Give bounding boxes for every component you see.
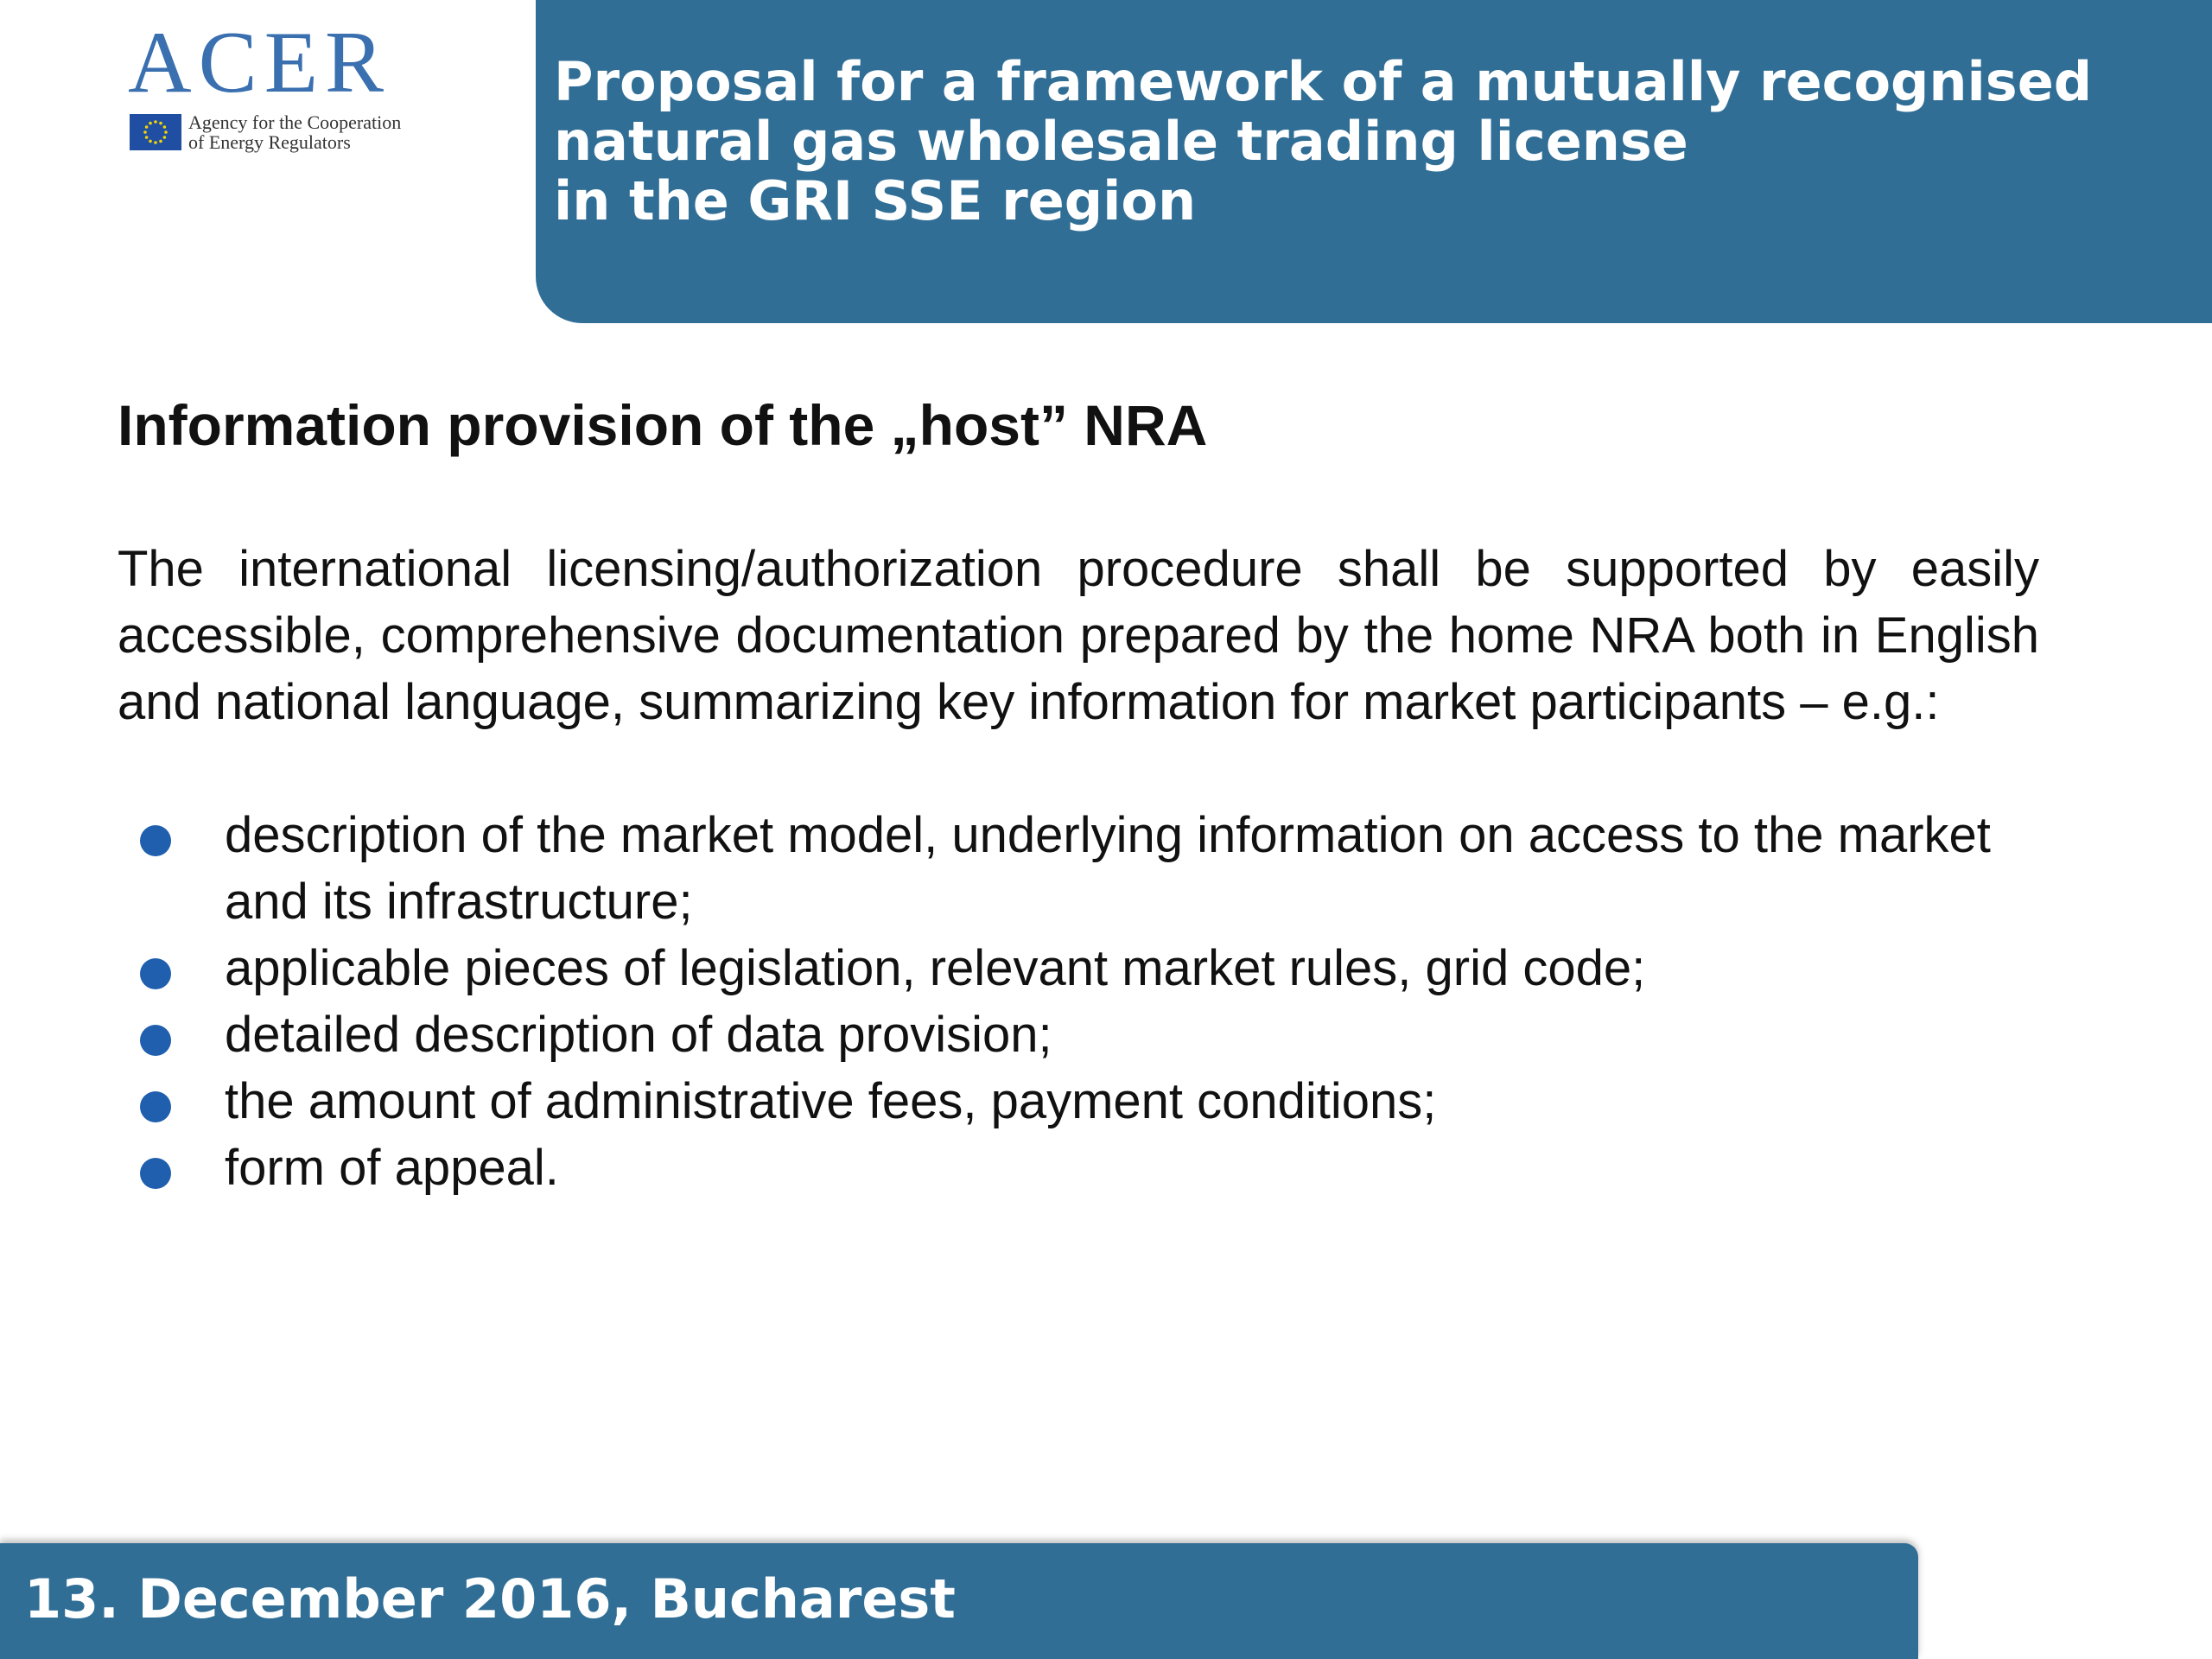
- header-banner: [536, 0, 2212, 323]
- logo-subtitle-line1: Agency for the Cooperation: [188, 111, 402, 133]
- list-item-text: form of appeal.: [225, 1140, 559, 1196]
- list-item-text: applicable pieces of legislation, relevant market rules, grid code;: [225, 940, 1646, 996]
- bullet-icon: [140, 958, 171, 989]
- logo-subtitle: [188, 112, 401, 152]
- bullet-icon: [140, 825, 171, 856]
- intro-paragraph: The international licensing/authorization procedure shall be supported by easily accessible, comprehensive documentation prepared by the home NRA both in English and national language, summarizing key information for market participants – e.g.:: [118, 541, 2039, 730]
- eu-flag-icon: [130, 114, 181, 150]
- list-item: [118, 1068, 2053, 1135]
- list-item: [118, 802, 2053, 935]
- logo-letters: ACER: [128, 14, 391, 111]
- slide-title: Proposal for a framework of a mutually recognised natural gas wholesale trading license in the GRI SSE region: [554, 50, 2093, 232]
- list-item: [118, 1001, 2053, 1068]
- bullet-icon: [140, 1091, 171, 1122]
- footer-bar: [0, 1543, 1918, 1659]
- list-item-text: detailed description of data provision;: [225, 1007, 1052, 1063]
- footer-date-location: 13. December 2016, Bucharest: [24, 1567, 956, 1630]
- bullet-icon: [140, 1158, 171, 1189]
- list-item-text: description of the market model, underlying information on access to the market and its infrastructure;: [225, 807, 1991, 930]
- list-item: [118, 935, 2053, 1001]
- bullet-icon: [140, 1025, 171, 1056]
- acer-logo: [128, 14, 439, 153]
- bullet-list: [118, 802, 2053, 1201]
- section-heading: Information provision of the „host” NRA: [118, 393, 1208, 457]
- logo-subtitle-line2: of Energy Regulators: [188, 131, 351, 153]
- list-item: [118, 1135, 2053, 1201]
- list-item-text: the amount of administrative fees, payment conditions;: [225, 1073, 1437, 1129]
